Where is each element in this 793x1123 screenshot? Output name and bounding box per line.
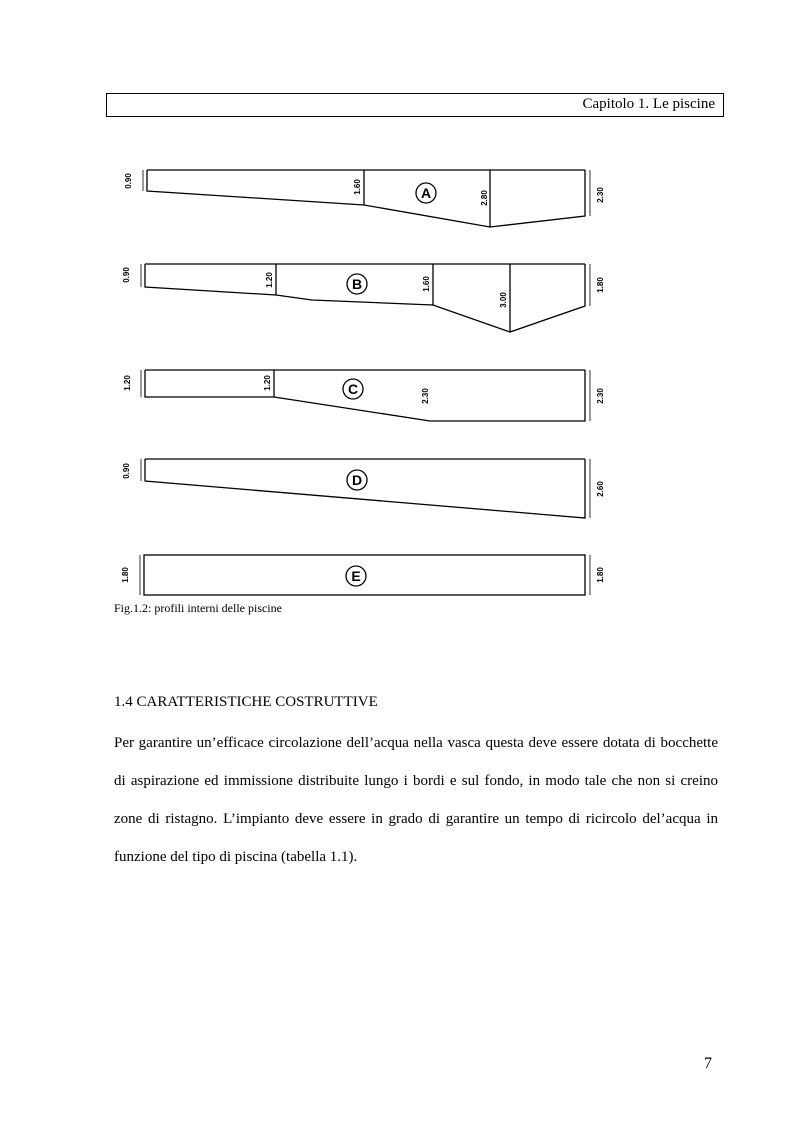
depth-label: 2.60 <box>596 481 605 497</box>
profile-b-letter: B <box>351 276 363 292</box>
chapter-title: Capitolo 1. Le piscine <box>582 96 715 112</box>
depth-label: 0.90 <box>122 267 131 283</box>
depth-label: 2.30 <box>421 388 430 404</box>
depth-label: 0.90 <box>124 173 133 189</box>
profile-e-letter: E <box>351 568 361 584</box>
depth-label: 1.60 <box>422 276 431 292</box>
depth-label: 1.20 <box>263 375 272 391</box>
figure-caption: Fig.1.2: profili interni delle piscine <box>114 601 282 615</box>
depth-label: 1.20 <box>123 375 132 391</box>
depth-label: 1.80 <box>596 567 605 583</box>
depth-label: 1.60 <box>353 179 362 195</box>
profile-c <box>141 370 590 421</box>
page-number: 7 <box>704 1055 712 1072</box>
depth-label: 1.20 <box>265 272 274 288</box>
profile-c-letter: C <box>347 381 359 397</box>
depth-label: 2.30 <box>596 187 605 203</box>
depth-label: 2.80 <box>480 190 489 206</box>
profile-b <box>141 264 590 332</box>
profile-a-letter: A <box>420 185 432 201</box>
depth-label: 1.80 <box>121 567 130 583</box>
depth-label: 2.30 <box>596 388 605 404</box>
profile-a <box>143 170 590 227</box>
depth-label: 3.00 <box>499 292 508 308</box>
depth-label: 0.90 <box>122 463 131 479</box>
depth-label: 1.80 <box>596 277 605 293</box>
profile-d-letter: D <box>351 472 363 488</box>
profile-d <box>141 459 590 518</box>
section-heading: 1.4 CARATTERISTICHE COSTRUTTIVE <box>114 694 378 710</box>
profile-e <box>140 555 590 595</box>
body-paragraph: Per garantire un’efficace circolazione dell’acqua nella vasca questa deve essere dotata di bocchette di aspirazione ed immissione distribuite lungo i bordi e sul fondo, in modo tale che non si creino zone di ristagno. L’impianto deve essere in grado di garantire un tempo di ricircolo del’acqua in funzione del tipo di piscina (tabella 1.1). <box>114 735 718 865</box>
